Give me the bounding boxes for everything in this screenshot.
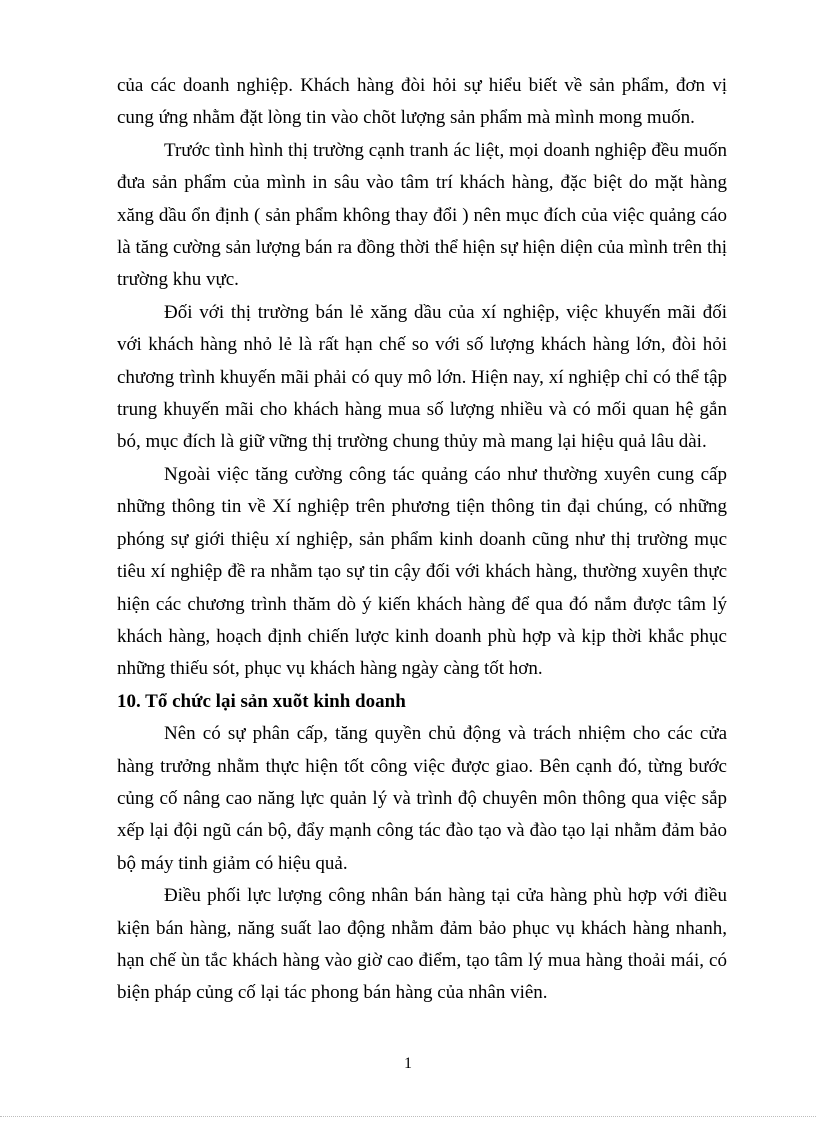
- paragraph-workforce: Điều phối lực lượng công nhân bán hàng tại cửa hàng phù hợp với điều kiện bán hàng, năng suất lao động nhằm đảm bảo phục vụ khách hàng nhanh, hạn chế ùn tắc khách hàng vào giờ cao điểm, tạo tâm lý mua hàng thoải mái, có biện pháp củng cố lại tác phong bán hàng của nhân viên.: [117, 885, 727, 1004]
- page-number: 1: [404, 1055, 412, 1072]
- paragraph-promotion: Đối với thị trường bán lẻ xăng dầu của xí nghiệp, việc khuyến mãi đối với khách hàng nhỏ lẻ là rất hạn chế so với số lượng khách hàng lớn, đòi hỏi chương trình khuyến mãi phải có quy mô lớn. Hiện nay, xí nghiệp chỉ có thể tập trung khuyến mãi cho khách hàng mua số lượng nhiều và có mối quan hệ gắn bó, mục đích là giữ vững thị trường chung thủy mà mang lại hiệu quả lâu dài.: [117, 301, 727, 453]
- paragraph-continued: của các doanh nghiệp. Khách hàng đòi hỏi sự hiểu biết về sản phẩm, đơn vị cung ứng nhằm đặt lòng tin vào chõt lượng sản phẩm mà mình mong muốn.: [117, 75, 727, 129]
- section-heading: 10. Tổ chức lại sản xuõt kinh doanh: [117, 690, 406, 712]
- paragraph-communication: Ngoài việc tăng cường công tác quảng cáo như thường xuyên cung cấp những thông tin về Xí nghiệp trên phương tiện thông tin đại chúng, có những phóng sự giới thiệu xí nghiệp, sản phẩm kinh doanh cũng như thị trường mục tiêu xí nghiệp đề ra nhằm tạo sự tin cậy đối với khách hàng, thường xuyên thực hiện các chương trình thăm dò ý kiến khách hàng để qua đó nắm được tâm lý khách hàng, hoạch định chiến lược kinh doanh phù hợp và kịp thời khắc phục những thiếu sót, phục vụ khách hàng ngày càng tốt hơn.: [117, 463, 727, 680]
- paragraph-decentralization: Nên có sự phân cấp, tăng quyền chủ động và trách nhiệm cho các cửa hàng trưởng nhằm thực hiện tốt công việc được giao. Bên cạnh đó, từng bước củng cố nâng cao năng lực quản lý và trình độ chuyên môn thông qua việc sắp xếp lại đội ngũ cán bộ, đẩy mạnh công tác đào tạo và đào tạo lại nhằm đảm bảo bộ máy tinh giảm có hiệu quả.: [117, 723, 727, 874]
- paragraph-advertising: Trước tình hình thị trường cạnh tranh ác liệt, mọi doanh nghiệp đều muốn đưa sản phẩm của mình in sâu vào tâm trí khách hàng, đặc biệt do mặt hàng xăng dầu ổn định ( sản phẩm không thay đổi ) nên mục đích của việc quảng cáo là tăng cường sản lượng bán ra đồng thời thể hiện sự hiện diện của mình trên thị trường khu vực.: [117, 139, 727, 291]
- page-bottom-divider: [0, 1116, 816, 1117]
- document-body: [117, 70, 727, 1010]
